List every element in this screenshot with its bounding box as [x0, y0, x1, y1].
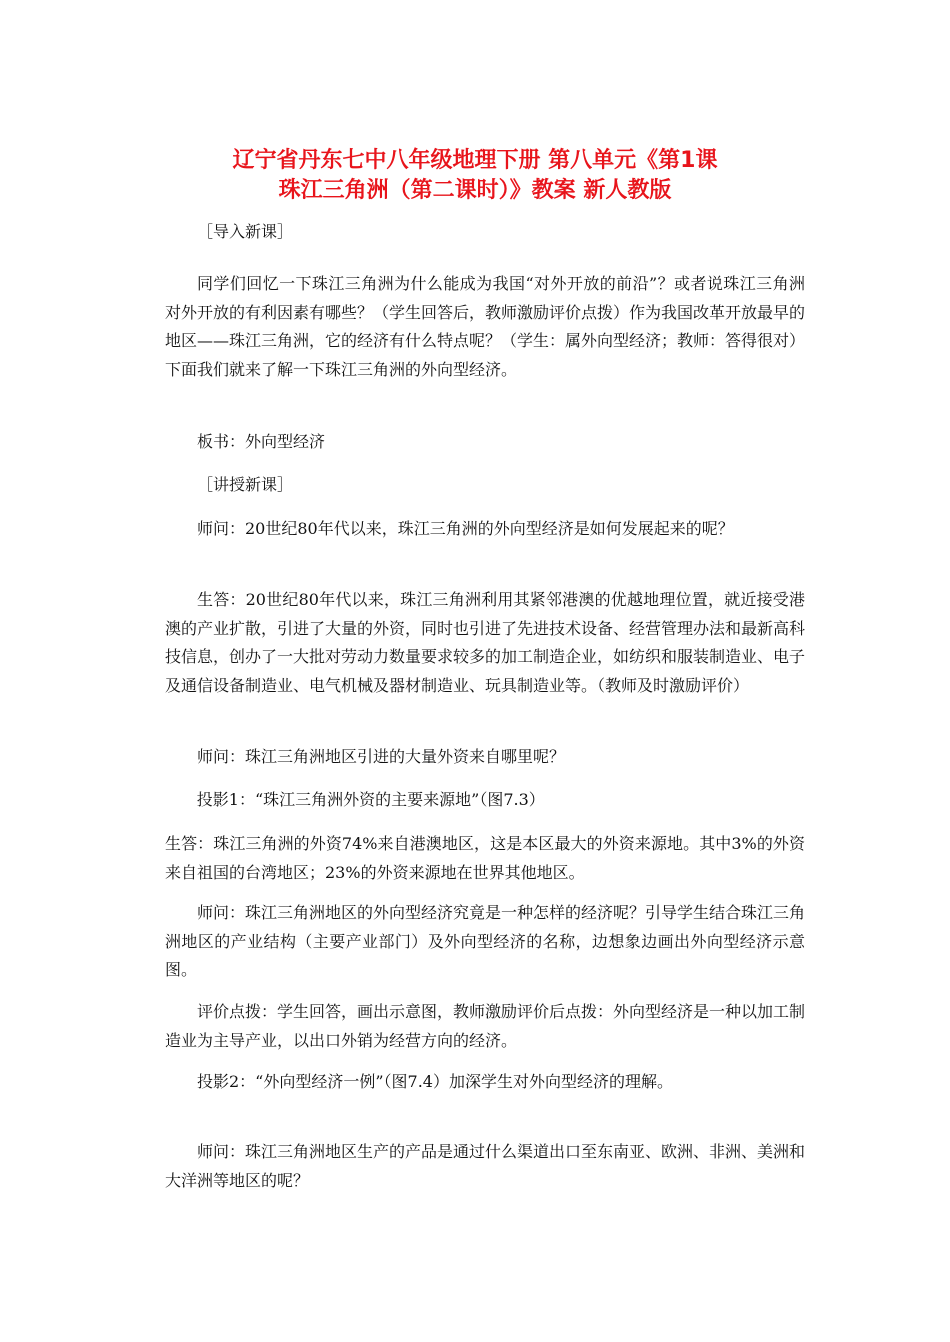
- paragraph-question-1: 师问：20世纪80年代以来，珠江三角洲的外向型经济是如何发展起来的呢？: [197, 519, 734, 538]
- paragraph-answer-1: 生答：20世纪80年代以来，珠江三角洲利用其紧邻港澳的优越地理位置，就近接受港澳的产业扩散，引进了大量的外资，同时也引进了先进技术设备、经营管理办法和最新高科技信息，创办了一大批对劳动力数量要求较多的加工制造企业，如纺织和服装制造业、电子及通信设备制造业、电气机械及器材制造业、玩具制造业等。（教师及时激励评价）: [165, 590, 806, 695]
- paragraph-projection-1: 投影1：“珠江三角洲外资的主要来源地”（图7.3）: [196, 790, 545, 809]
- paragraph-board-note: 板书：外向型经济: [197, 432, 326, 451]
- section-heading-new-lesson: ［讲授新课］: [197, 475, 294, 494]
- paragraph-projection-2: 投影2：“外向型经济一例”（图7.4）加深学生对外向型经济的理解。: [197, 1072, 673, 1091]
- document-title-line-2: 珠江三角洲（第二课时）》教案 新人教版: [278, 178, 672, 203]
- paragraph-intro: 同学们回忆一下珠江三角洲为什么能成为我国“对外开放的前沿”？或者说珠江三角洲对外开放的有利因素有哪些？（学生回答后，教师激励评价点拨）作为我国改革开放最早的地区——珠江三角洲，它的经济有什么特点呢？（学生：属外向型经济；教师：答得很对）下面我们就来了解一下珠江三角洲的外向型经济。: [165, 274, 806, 379]
- section-heading-intro: ［导入新课］: [197, 222, 294, 241]
- paragraph-question-4: 师问：珠江三角洲地区生产的产品是通过什么渠道出口至东南亚、欧洲、非洲、美洲和大洋洲等地区的呢？: [165, 1142, 806, 1190]
- paragraph-question-2: 师问：珠江三角洲地区引进的大量外资来自哪里呢？: [197, 747, 566, 766]
- paragraph-answer-2: 生答：珠江三角洲的外资74%来自港澳地区，这是本区最大的外资来源地。其中3%的外资来自祖国的台湾地区；23%的外资来源地在世界其他地区。: [165, 834, 805, 882]
- paragraph-evaluation: 评价点拨：学生回答，画出示意图，教师激励评价后点拨：外向型经济是一种以加工制造业为主导产业，以出口外销为经营方向的经济。: [165, 1002, 806, 1050]
- document-title-line-1: 辽宁省丹东七中八年级地理下册 第八单元《第1课: [232, 148, 718, 173]
- paragraph-question-3: 师问：珠江三角洲地区的外向型经济究竟是一种怎样的经济呢？引导学生结合珠江三角洲地区的产业结构（主要产业部门）及外向型经济的名称，边想象边画出外向型经济示意图。: [165, 903, 806, 979]
